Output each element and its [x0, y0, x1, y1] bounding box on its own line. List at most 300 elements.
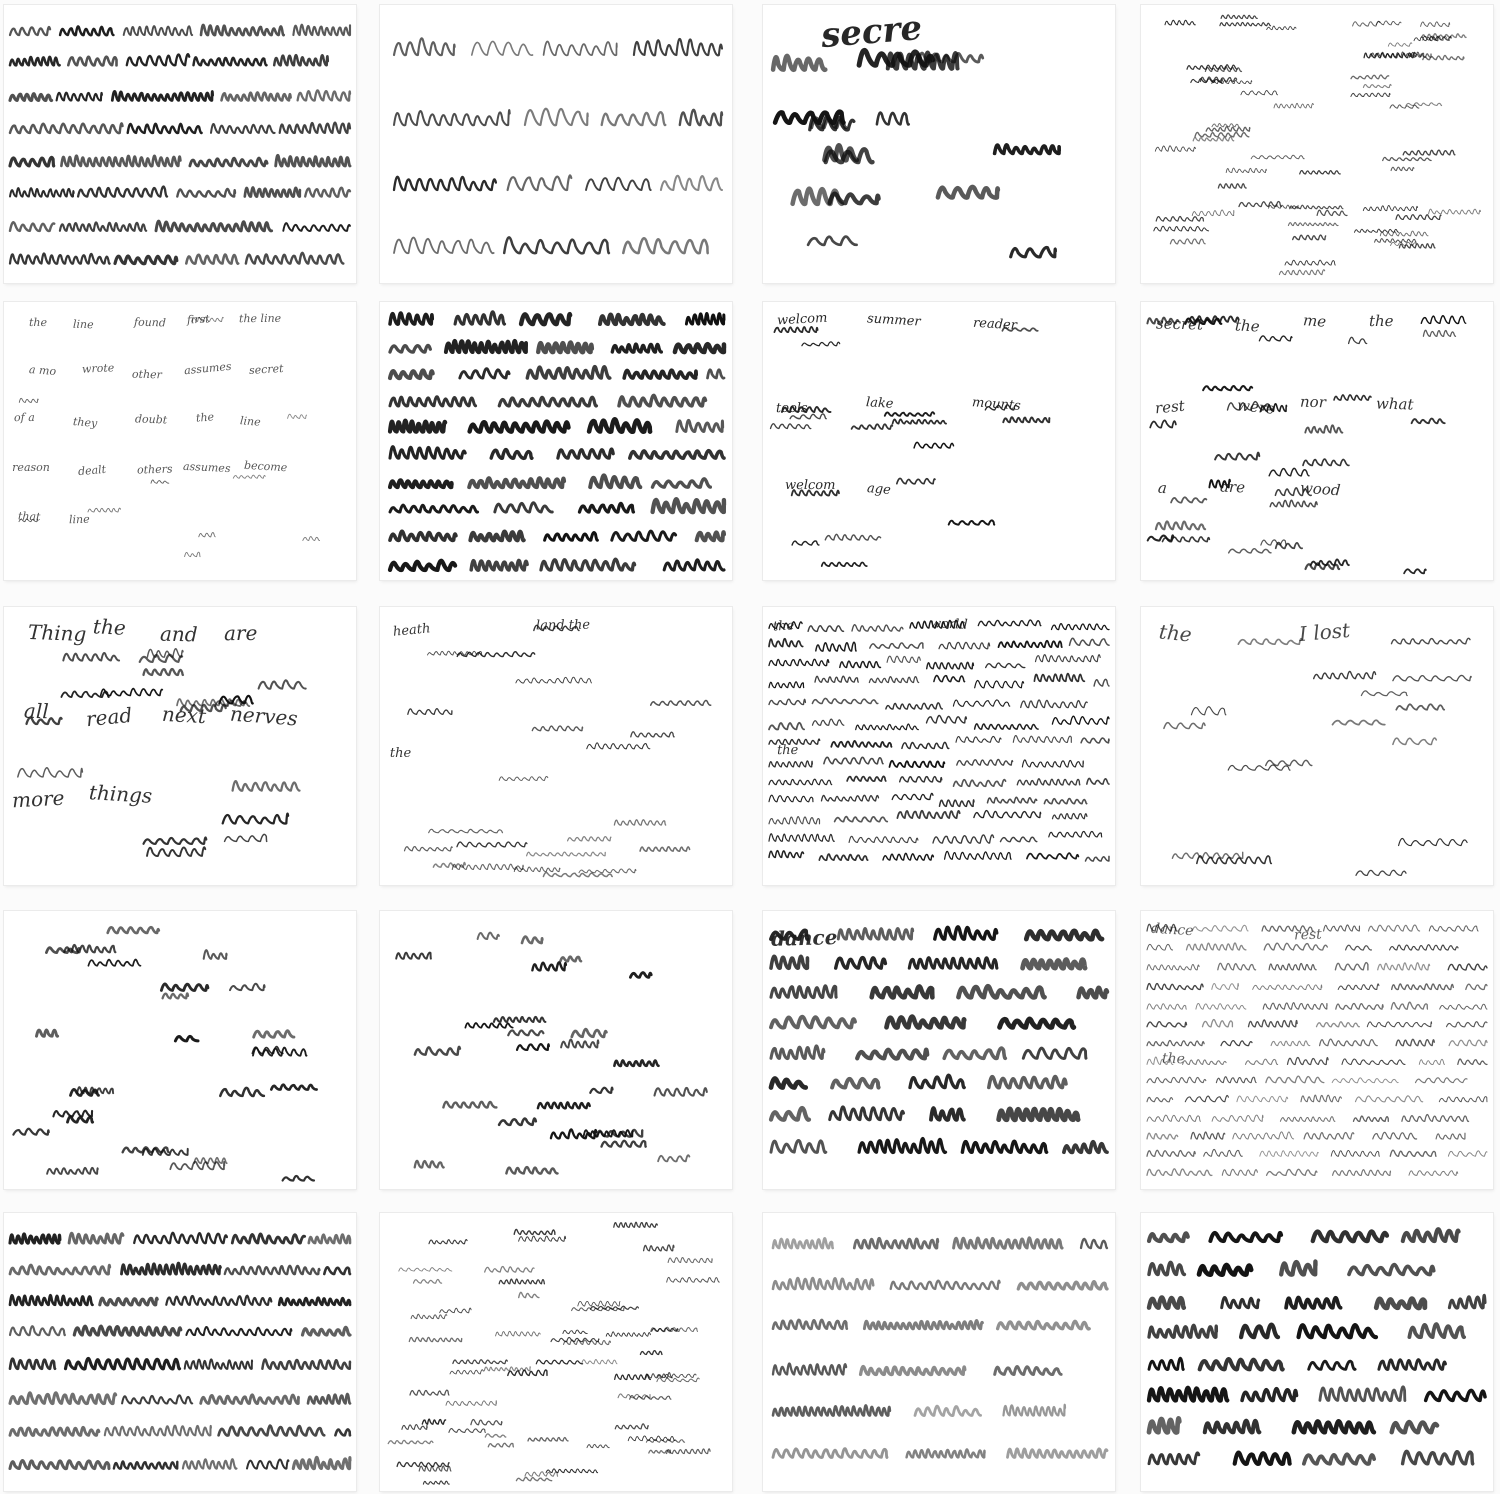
ink-stroke — [1154, 226, 1209, 231]
ink-stroke — [485, 1434, 506, 1437]
ink-stroke — [769, 761, 812, 767]
ink-stroke — [1314, 671, 1376, 678]
ink-stroke — [1187, 943, 1246, 950]
ink-stroke — [411, 1314, 447, 1318]
ink-stroke — [1317, 1022, 1360, 1027]
ink-stroke — [999, 641, 1062, 647]
ink-stroke — [499, 1279, 544, 1284]
ink-stroke — [1183, 1060, 1227, 1065]
ink-stroke — [1150, 420, 1176, 427]
ink-stroke — [773, 1364, 846, 1375]
ink-stroke — [394, 38, 455, 55]
ink-stroke — [1226, 168, 1266, 172]
ink-stroke — [1429, 209, 1481, 214]
ink-stroke — [1356, 1096, 1423, 1102]
handwritten-word: the — [92, 614, 127, 641]
ink-stroke — [10, 1427, 99, 1435]
ink-stroke — [1410, 54, 1432, 58]
ink-stroke — [66, 1358, 180, 1369]
ink-stroke — [1280, 1117, 1335, 1122]
ink-stroke — [175, 1036, 198, 1041]
ink-stroke — [771, 1108, 809, 1120]
ink-stroke — [1449, 1295, 1485, 1308]
ink-stroke — [661, 176, 722, 190]
ink-stroke — [824, 757, 883, 763]
ink-stroke — [1200, 1359, 1283, 1370]
ink-stroke — [194, 1158, 227, 1164]
ink-stroke — [204, 950, 227, 959]
ink-stroke — [934, 676, 965, 682]
ink-stroke — [624, 370, 696, 378]
artwork-panel — [1141, 5, 1493, 283]
handwritten-word: line — [239, 413, 261, 429]
ink-stroke — [211, 124, 275, 133]
ink-stroke — [390, 345, 430, 352]
ink-stroke — [628, 1436, 675, 1441]
ink-stroke — [1018, 1282, 1107, 1289]
ink-stroke — [1215, 453, 1259, 460]
ink-stroke — [1293, 235, 1326, 240]
ink-stroke — [975, 681, 1024, 688]
ink-stroke — [612, 531, 676, 540]
ink-stroke — [1356, 870, 1406, 875]
artwork-panel — [763, 5, 1115, 283]
ink-stroke — [1149, 1262, 1184, 1274]
ink-stroke — [536, 1360, 582, 1364]
ink-stroke — [1448, 1151, 1487, 1156]
handwritten-word: wood — [1299, 478, 1342, 500]
panel-texture — [763, 5, 1115, 283]
handwritten-word: world — [929, 616, 968, 633]
ink-stroke — [1147, 984, 1203, 990]
ink-stroke — [835, 817, 888, 822]
handwritten-word: land the — [535, 617, 590, 634]
handwritten-word: were — [1236, 395, 1276, 418]
handwritten-word: wrote — [81, 361, 115, 376]
ink-stroke — [499, 397, 596, 406]
ink-stroke — [528, 1438, 568, 1441]
ink-stroke — [634, 39, 722, 55]
ink-stroke — [309, 1235, 350, 1243]
ink-stroke — [675, 344, 724, 352]
ink-stroke — [1205, 1421, 1260, 1433]
ink-stroke — [1149, 1418, 1179, 1432]
ink-stroke — [631, 732, 674, 737]
ink-stroke — [614, 1222, 658, 1227]
ink-stroke — [819, 854, 867, 860]
ink-stroke — [1403, 1229, 1459, 1241]
ink-stroke — [488, 1443, 513, 1447]
ink-stroke — [156, 221, 272, 231]
ink-stroke — [1304, 1454, 1374, 1463]
ink-stroke — [856, 724, 919, 730]
ink-stroke — [1086, 856, 1110, 861]
ink-stroke — [1249, 1020, 1298, 1027]
ink-stroke — [615, 1374, 651, 1379]
ink-stroke — [1191, 707, 1226, 715]
ink-stroke — [769, 795, 813, 802]
ink-stroke — [397, 1462, 449, 1466]
handwritten-word: mounts — [971, 395, 1022, 414]
handwritten-word: assumes — [182, 460, 231, 476]
ink-stroke — [1288, 223, 1338, 226]
handwritten-word: rest — [1293, 927, 1323, 944]
handwritten-word: they — [72, 415, 98, 431]
ink-stroke — [1449, 1040, 1487, 1046]
ink-stroke — [910, 1075, 964, 1087]
panel-texture — [763, 911, 1115, 1189]
ink-stroke — [471, 560, 527, 570]
ink-stroke — [527, 367, 610, 379]
ink-stroke — [1303, 459, 1349, 465]
ink-stroke — [1022, 760, 1083, 767]
ink-stroke — [614, 820, 665, 825]
ink-stroke — [519, 1236, 566, 1241]
ink-stroke — [1363, 205, 1417, 210]
ink-stroke — [1185, 1096, 1228, 1102]
ink-stroke — [1052, 716, 1109, 724]
handwritten-word: nor — [1300, 392, 1327, 412]
artwork-panel — [4, 607, 356, 885]
ink-stroke — [396, 953, 431, 959]
ink-stroke — [1241, 1325, 1278, 1338]
ink-stroke — [1393, 675, 1471, 680]
ink-stroke — [219, 1426, 325, 1436]
ink-stroke — [69, 1233, 123, 1243]
ink-stroke — [514, 1229, 555, 1234]
ink-stroke — [1164, 723, 1205, 729]
panel-texture — [1141, 911, 1493, 1189]
ink-stroke — [57, 93, 102, 101]
ink-stroke — [144, 838, 207, 844]
ink-stroke — [1373, 1132, 1417, 1139]
ink-stroke — [1391, 167, 1414, 170]
ink-stroke — [186, 255, 238, 264]
ink-stroke — [1199, 1265, 1251, 1274]
ink-stroke — [958, 986, 1044, 997]
panel-texture — [380, 607, 732, 885]
ink-stroke — [1147, 1022, 1187, 1027]
ink-stroke — [940, 800, 974, 806]
ink-stroke — [390, 370, 433, 378]
ink-stroke — [1412, 419, 1445, 424]
ink-stroke — [1324, 925, 1360, 931]
ink-stroke — [1004, 1405, 1066, 1416]
ink-stroke — [619, 395, 706, 406]
ink-stroke — [995, 1367, 1061, 1375]
ink-stroke — [223, 814, 288, 824]
ink-stroke — [453, 1360, 507, 1364]
ink-stroke — [825, 145, 857, 160]
ink-stroke — [1170, 239, 1205, 244]
ink-stroke — [293, 25, 350, 35]
ink-stroke — [1419, 1059, 1444, 1064]
handwritten-word: nerves — [229, 701, 299, 731]
ink-stroke — [1439, 1097, 1487, 1102]
ink-stroke — [769, 723, 804, 730]
ink-stroke — [1305, 425, 1342, 432]
ink-stroke — [546, 1469, 598, 1473]
handwritten-word: me — [1302, 311, 1328, 332]
ink-stroke — [590, 475, 640, 487]
ink-stroke — [1156, 521, 1205, 529]
handwritten-word: dance — [770, 924, 838, 951]
ink-stroke — [1342, 1059, 1405, 1065]
ink-stroke — [525, 1472, 558, 1476]
ink-stroke — [532, 726, 582, 731]
ink-stroke — [1003, 417, 1049, 422]
ink-stroke — [653, 479, 711, 487]
ink-stroke — [478, 933, 499, 939]
ink-stroke — [470, 422, 569, 432]
ink-stroke — [1301, 1095, 1341, 1102]
ink-stroke — [1369, 925, 1420, 931]
ink-stroke — [1197, 856, 1272, 864]
ink-stroke — [832, 1079, 879, 1088]
artwork-panel — [380, 302, 732, 580]
ink-stroke — [1416, 1078, 1468, 1083]
ink-stroke — [469, 478, 564, 487]
panel-texture — [380, 911, 732, 1189]
ink-stroke — [166, 1296, 271, 1305]
ink-stroke — [852, 424, 893, 429]
ink-stroke — [1218, 184, 1246, 188]
ink-stroke — [986, 663, 1025, 668]
ink-stroke — [1396, 1039, 1434, 1046]
ink-stroke — [1349, 337, 1367, 343]
handwritten-word: lake — [865, 395, 894, 413]
ink-stroke — [47, 1168, 98, 1174]
ink-stroke — [1390, 1150, 1436, 1156]
ink-stroke — [1288, 1057, 1329, 1064]
ink-stroke — [1000, 1019, 1074, 1027]
handwritten-word: heath — [392, 620, 431, 640]
ink-stroke — [390, 397, 476, 406]
ink-stroke — [144, 669, 183, 675]
ink-stroke — [1264, 943, 1327, 950]
ink-stroke — [847, 776, 886, 781]
ink-stroke — [1423, 330, 1455, 336]
ink-stroke — [409, 1337, 462, 1341]
ink-stroke — [861, 1367, 965, 1375]
ink-stroke — [1266, 1076, 1324, 1083]
ink-stroke — [857, 1050, 927, 1059]
ink-stroke — [13, 1129, 48, 1135]
ink-stroke — [1013, 736, 1071, 743]
panel-texture — [380, 5, 732, 283]
ink-stroke — [1426, 1390, 1485, 1400]
panel-texture — [763, 302, 1115, 580]
ink-stroke — [170, 1162, 224, 1170]
ink-stroke — [1053, 814, 1087, 819]
ink-stroke — [499, 776, 548, 780]
ink-stroke — [1335, 963, 1368, 970]
ink-stroke — [771, 424, 811, 429]
ink-stroke — [590, 1088, 612, 1093]
ink-stroke — [602, 1141, 646, 1147]
ink-stroke — [854, 1238, 938, 1248]
ink-stroke — [1294, 1421, 1374, 1432]
ink-stroke — [415, 1047, 460, 1055]
ink-stroke — [516, 1477, 551, 1480]
ink-stroke — [1081, 738, 1109, 743]
ink-stroke — [1026, 931, 1102, 939]
artwork-panel — [4, 1213, 356, 1491]
ink-stroke — [1448, 964, 1487, 970]
ink-stroke — [1390, 105, 1419, 108]
ink-stroke — [415, 1161, 444, 1168]
handwritten-word: a mo — [28, 363, 57, 379]
handwritten-word: are — [223, 620, 258, 646]
ink-stroke — [686, 313, 724, 324]
ink-stroke — [10, 57, 60, 65]
ink-stroke — [101, 689, 163, 696]
ink-stroke — [494, 1017, 546, 1022]
ink-stroke — [1147, 1150, 1195, 1156]
ink-stroke — [667, 1277, 720, 1282]
ink-stroke — [1351, 93, 1390, 96]
ink-stroke — [1391, 1002, 1427, 1009]
ink-stroke — [677, 420, 723, 431]
ink-stroke — [19, 398, 38, 402]
ink-stroke — [233, 475, 265, 478]
handwritten-word: of a — [14, 411, 36, 425]
panel-texture — [763, 1213, 1115, 1491]
ink-stroke — [802, 342, 840, 346]
ink-stroke — [1172, 852, 1242, 858]
ink-stroke — [455, 312, 504, 324]
ink-stroke — [276, 155, 350, 166]
handwritten-word: dance — [1150, 921, 1194, 940]
ink-stroke — [283, 223, 350, 231]
ink-stroke — [147, 649, 183, 657]
ink-stroke — [771, 1079, 806, 1088]
ink-stroke — [527, 852, 606, 856]
ink-stroke — [1271, 1041, 1310, 1046]
ink-stroke — [1363, 84, 1391, 87]
ink-stroke — [1023, 960, 1086, 969]
handwritten-word: the — [1157, 619, 1194, 648]
ink-stroke — [1023, 1048, 1086, 1058]
ink-stroke — [582, 1360, 617, 1364]
ink-stroke — [390, 447, 465, 459]
ink-stroke — [271, 1085, 316, 1090]
ink-stroke — [890, 761, 945, 767]
ink-stroke — [1165, 20, 1195, 25]
ink-stroke — [1238, 639, 1302, 645]
ink-stroke — [891, 1281, 1000, 1289]
ink-stroke — [161, 984, 208, 991]
artwork-panel — [1141, 1213, 1493, 1491]
handwritten-word: other — [131, 368, 162, 382]
ink-stroke — [935, 927, 997, 939]
ink-stroke — [390, 313, 432, 324]
handwritten-word: secret — [248, 361, 285, 377]
ink-stroke — [259, 680, 306, 688]
handwritten-word: the — [772, 618, 795, 635]
ink-stroke — [1403, 150, 1455, 155]
ink-stroke — [1011, 247, 1056, 256]
handwritten-word: all — [23, 698, 49, 724]
ink-stroke — [664, 560, 724, 570]
ink-stroke — [975, 724, 1039, 729]
ink-stroke — [909, 958, 997, 969]
ink-stroke — [974, 811, 1041, 818]
ink-stroke — [587, 743, 650, 749]
handwritten-word: summer — [866, 311, 921, 330]
ink-stroke — [402, 1425, 427, 1430]
ink-stroke — [957, 759, 1013, 765]
ink-stroke — [1147, 944, 1173, 950]
ink-stroke — [773, 1278, 873, 1289]
ink-stroke — [390, 505, 478, 512]
ink-stroke — [1375, 239, 1417, 243]
ink-stroke — [410, 1390, 449, 1395]
ink-stroke — [1333, 1170, 1391, 1176]
ink-stroke — [538, 1102, 590, 1108]
ink-stroke — [1311, 559, 1349, 565]
ink-stroke — [1221, 1041, 1252, 1046]
ink-stroke — [1320, 1387, 1405, 1401]
ink-stroke — [1331, 1150, 1379, 1156]
ink-stroke — [1064, 1142, 1107, 1153]
ink-stroke — [517, 1044, 549, 1050]
ink-stroke — [945, 851, 1012, 859]
handwritten-word: the — [389, 746, 412, 762]
ink-stroke — [201, 1395, 299, 1404]
ink-stroke — [558, 449, 613, 458]
ink-stroke — [998, 1321, 1090, 1329]
ink-stroke — [105, 1426, 211, 1436]
ink-stroke — [1251, 155, 1304, 159]
ink-stroke — [78, 187, 167, 197]
ink-stroke — [1149, 1358, 1183, 1369]
ink-stroke — [563, 1330, 587, 1334]
ink-stroke — [658, 1155, 689, 1161]
ink-stroke — [127, 54, 189, 65]
ink-stroke — [521, 314, 570, 324]
handwritten-word: rest — [1153, 396, 1186, 418]
ink-stroke — [443, 1102, 496, 1108]
ink-stroke — [1191, 1132, 1225, 1139]
ink-stroke — [293, 1457, 350, 1468]
ink-stroke — [1285, 260, 1335, 265]
ink-stroke — [1351, 75, 1389, 79]
ink-stroke — [1261, 540, 1287, 545]
ink-stroke — [962, 1141, 1046, 1152]
ink-stroke — [893, 419, 947, 423]
ink-stroke — [114, 1461, 177, 1468]
ink-stroke — [1001, 837, 1037, 842]
ink-stroke — [1421, 22, 1450, 27]
ink-stroke — [1336, 1003, 1383, 1009]
ink-stroke — [1436, 1133, 1465, 1139]
ink-stroke — [572, 1029, 607, 1037]
ink-stroke — [64, 945, 115, 952]
ink-stroke — [280, 123, 350, 133]
ink-stroke — [630, 451, 724, 458]
panel-texture — [4, 1213, 356, 1491]
ink-stroke — [1195, 132, 1249, 136]
ink-stroke — [60, 26, 113, 35]
ink-stroke — [112, 91, 212, 100]
ink-stroke — [1155, 146, 1195, 152]
ink-stroke — [122, 1263, 221, 1274]
ink-stroke — [1349, 1265, 1434, 1275]
ink-stroke — [10, 1265, 110, 1274]
ink-stroke — [771, 1017, 855, 1028]
ink-stroke — [1406, 103, 1442, 106]
